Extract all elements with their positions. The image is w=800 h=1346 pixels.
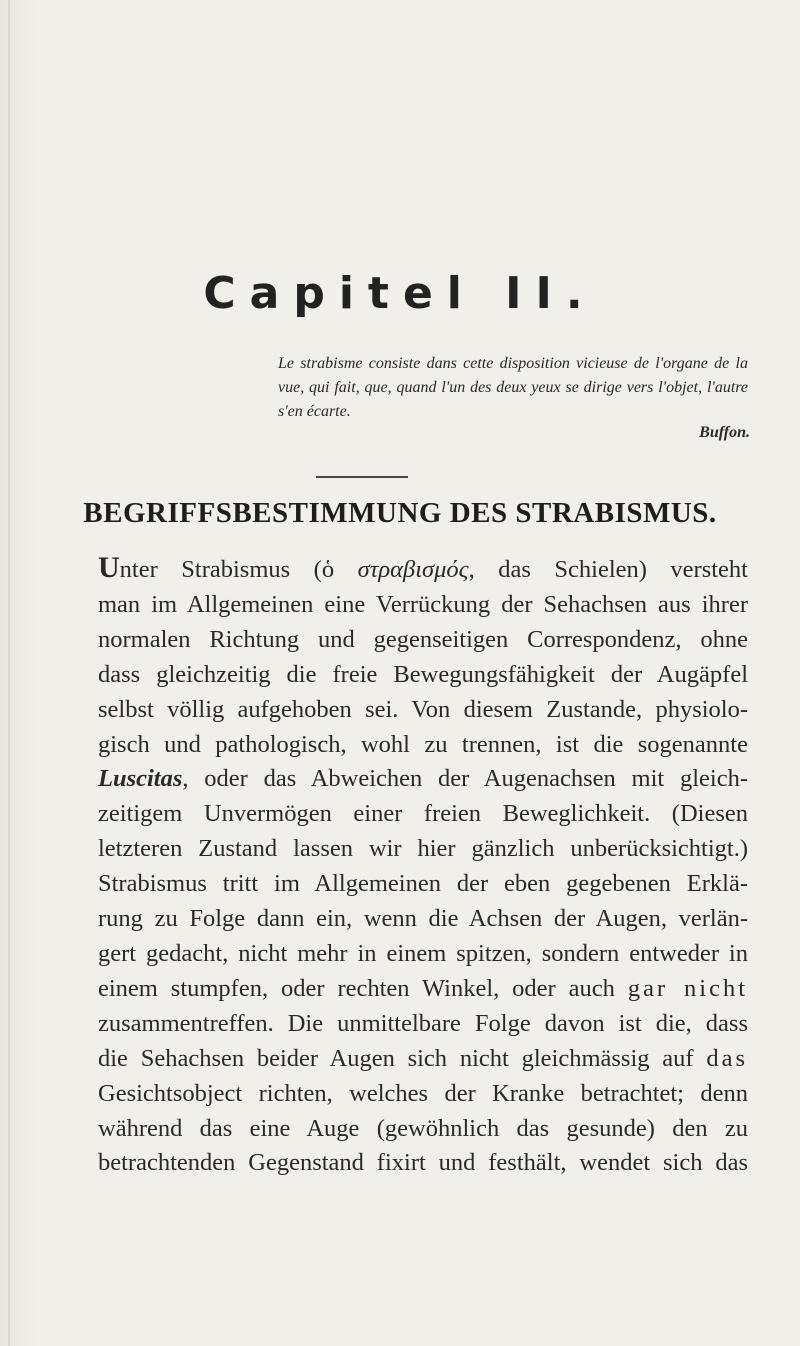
text-line: dass gleichzeitig die freie Bewegungsfähigkeit der Augäpfel	[98, 660, 748, 688]
text-line: zeitigem Unvermögen einer freien Beweglichkeit. (Diesen	[98, 800, 748, 828]
greek-term: στραβισμός	[357, 556, 469, 583]
text-line: normalen Richtung und gegenseitigen Correspondenz, ohne	[98, 625, 748, 653]
text-line: rung zu Folge dann ein, wenn die Achsen der Augen, verlän-	[98, 905, 748, 933]
text-line: selbst völlig aufgehoben sei. Von diesem Zustande, physiolo-	[98, 695, 748, 723]
section-divider	[316, 476, 408, 478]
text-span: nter Strabismus (ὁ	[119, 556, 358, 583]
text-line: während das eine Auge (gewöhnlich das gesunde) den zu	[98, 1114, 748, 1142]
text-span: , das Schielen) versteht	[468, 556, 748, 583]
text-line	[98, 972, 748, 1007]
text-span: die Sehachsen beider Augen sich nicht gleichmässig auf	[98, 1044, 707, 1072]
text-line: gisch und pathologisch, wohl zu trennen, ist die sogenannte	[98, 730, 748, 758]
text-line: man im Allgemeinen eine Verrückung der Sehachsen aus ihrer	[98, 590, 748, 618]
text-line: letzteren Zustand lassen wir hier gänzlich unberücksichtigt.)	[98, 835, 748, 863]
text-line	[98, 1042, 748, 1077]
text-line	[98, 551, 748, 588]
page-binding-edge	[8, 0, 10, 1346]
text-line: zusammentreffen. Die unmittelbare Folge davon ist die, dass	[98, 1009, 748, 1037]
epigraph-author: Buffon.	[699, 424, 750, 441]
section-heading: BEGRIFFSBESTIMMUNG DES STRABISMUS.	[83, 497, 717, 529]
chapter-title: Capitel II.	[203, 268, 597, 319]
text-span: einem stumpfen, oder rechten Winkel, oder auch	[98, 974, 628, 1002]
text-line: Strabismus tritt im Allgemeinen der eben gegebenen Erklä-	[98, 870, 748, 898]
text-line: Gesichtsobject richten, welches der Kranke betrachtet; denn	[98, 1079, 748, 1107]
text-line: betrachtenden Gegenstand fixirt und festhält, wendet sich das	[98, 1149, 748, 1177]
text-line: gert gedacht, nicht mehr in einem spitzen, sondern entweder in	[98, 939, 748, 967]
text-line	[98, 762, 748, 797]
epigraph-quote: Le strabisme consiste dans cette disposition vicieuse de l'organe de la vue, qui fait, que, quand l'un des deux yeux se dirige vers l'objet, l'autre s'en écarte.	[278, 355, 748, 420]
spaced-emphasis: das	[706, 1044, 748, 1072]
spaced-emphasis: gar nicht	[627, 974, 748, 1002]
luscitas-term: Luscitas	[98, 765, 183, 793]
drop-cap: U	[98, 551, 120, 584]
text-span: , oder das Abweichen der Augenachsen mit gleich-	[182, 765, 748, 793]
body-paragraph	[98, 551, 748, 1181]
